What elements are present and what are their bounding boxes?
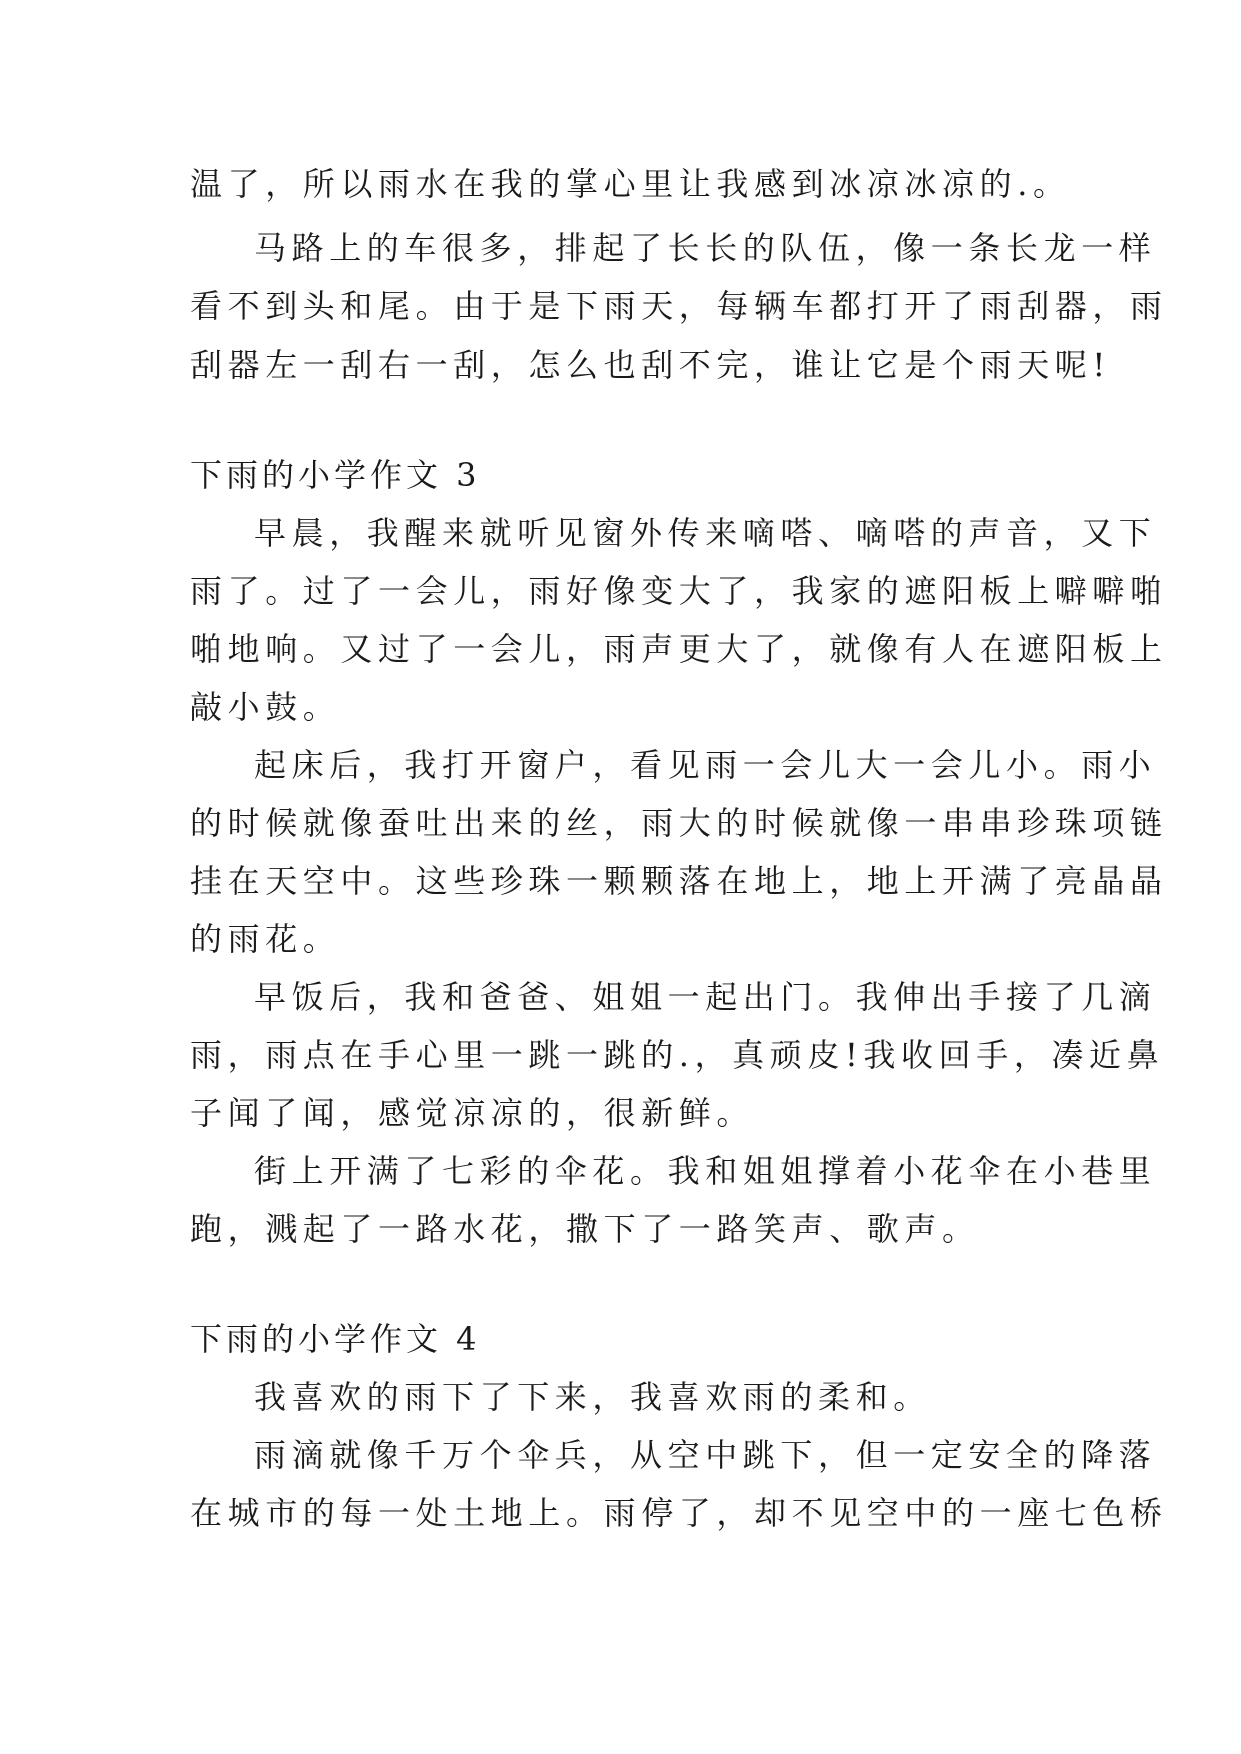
paragraph-line: 敲小鼓。 xyxy=(190,688,341,726)
paragraph-line: 在城市的每一处土地上。雨停了，却不见空中的一座七色桥 xyxy=(190,1494,1168,1532)
paragraph-line: 马路上的车很多，排起了长长的队伍，像一条长龙一样 xyxy=(254,229,1157,267)
paragraph-line: 我喜欢的雨下了下来，我喜欢雨的柔和。 xyxy=(254,1378,931,1416)
paragraph-line: 看不到头和尾。由于是下雨天，每辆车都打开了雨刮器，雨 xyxy=(190,287,1168,325)
essay-3-title: 下雨的小学作文 3 xyxy=(190,456,481,494)
paragraph-line: 起床后，我打开窗户，看见雨一会儿大一会儿小。雨小 xyxy=(254,746,1157,784)
paragraph-line: 雨了。过了一会儿，雨好像变大了，我家的遮阳板上噼噼啪 xyxy=(190,572,1168,610)
paragraph-line: 早饭后，我和爸爸、姐姐一起出门。我伸出手接了几滴 xyxy=(254,978,1157,1016)
paragraph-line: 雨，雨点在手心里一跳一跳的.，真顽皮!我收回手，凑近鼻 xyxy=(190,1036,1165,1074)
paragraph-line: 的雨花。 xyxy=(190,920,341,958)
continuation-line: 温了，所以雨水在我的掌心里让我感到冰凉冰凉的.。 xyxy=(190,165,1071,203)
paragraph-line: 刮器左一刮右一刮，怎么也刮不完，谁让它是个雨天呢! xyxy=(190,346,1111,384)
paragraph-line: 子闻了闻，感觉凉凉的，很新鲜。 xyxy=(190,1094,755,1132)
paragraph-line: 的时候就像蚕吐出来的丝，雨大的时候就像一串串珍珠项链 xyxy=(190,804,1168,842)
paragraph-line: 啪地响。又过了一会儿，雨声更大了，就像有人在遮阳板上 xyxy=(190,630,1168,668)
paragraph-line: 雨滴就像千万个伞兵，从空中跳下，但一定安全的降落 xyxy=(254,1436,1157,1474)
paragraph-line: 跑，溅起了一路水花，撒下了一路笑声、歌声。 xyxy=(190,1210,980,1248)
paragraph-line: 挂在天空中。这些珍珠一颗颗落在地上，地上开满了亮晶晶 xyxy=(190,862,1168,900)
essay-4-title: 下雨的小学作文 4 xyxy=(190,1320,481,1358)
paragraph-line: 早晨，我醒来就听见窗外传来嘀嗒、嘀嗒的声音，又下 xyxy=(254,514,1157,552)
paragraph-line: 街上开满了七彩的伞花。我和姐姐撑着小花伞在小巷里 xyxy=(254,1152,1157,1190)
